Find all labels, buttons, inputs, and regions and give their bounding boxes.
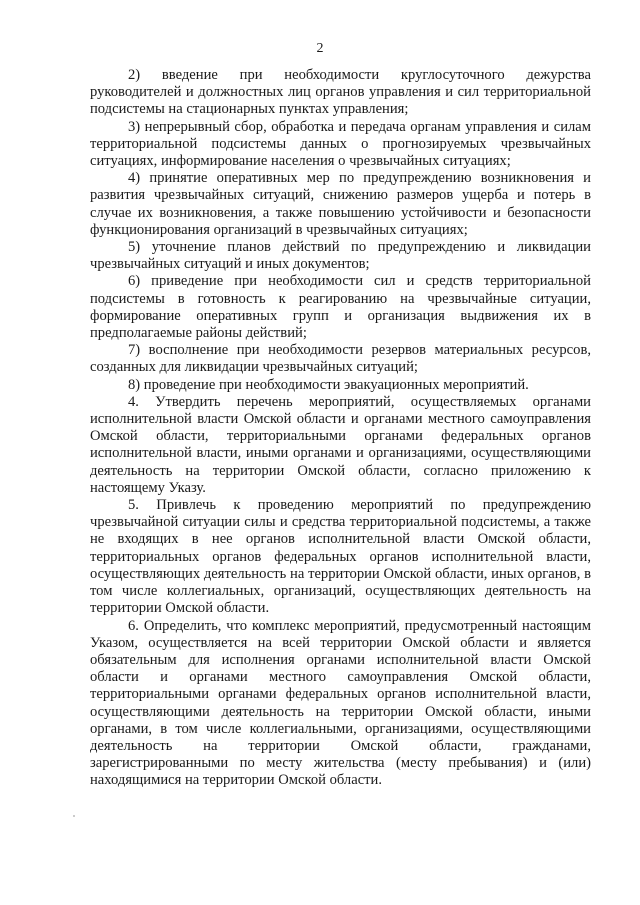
clause-5: 5. Привлечь к проведению мероприятий по предупреждению чрезвычайной ситуации силы и средства территориальной подсистемы, а также не входящих в нее органов исполнительной власти Омской области, территориальных органов федеральных органов исполнительной власти, осуществляющих деятельность на территории Омской области, иных органов, в том числе коллегиальных, организаций, осуществляющих деятельность на территории Омской области. [90,497,591,617]
paragraph-item-7: 7) восполнение при необходимости резервов материальных ресурсов, созданных для ликвидации чрезвычайных ситуаций; [90,342,591,376]
clause-4: 4. Утвердить перечень мероприятий, осуществляемых органами исполнительной власти Омской области и органами местного самоуправления Омской области, территориальными органами федеральных органов исполнительной власти, иными органами и организациями, осуществляющими деятельность на территории Омской области, согласно приложению к настоящему Указу. [90,393,591,496]
paragraph-item-2: 2) введение при необходимости круглосуточного дежурства руководителей и должностных лиц органов управления и сил территориальной подсистемы на стационарных пунктах управления; [90,67,591,118]
paragraph-item-4: 4) принятие оперативных мер по предупреждению возникновения и развития чрезвычайных ситуаций, снижению размеров ущерба и потерь в случае их возникновения, а также повышению устойчивости и безопасности функционирования организаций в чрезвычайных ситуациях; [90,170,591,238]
clause-6: 6. Определить, что комплекс мероприятий, предусмотренный настоящим Указом, осуществляется на всей территории Омской области и является обязательным для исполнения органами исполнительной власти Омской области и органами местного самоуправления Омской области, территориальными органами федеральных органов исполнительной власти, осуществляющими деятельность на территории Омской области, иными органами, в том числе коллегиальными, организациями, осуществляющими деятельность на территории Омской области, гражданами, зарегистрированными по месту жительства (месту пребывания) и (или) находящимися на территории Омской области. [90,617,591,789]
page-number: 2 [316,41,324,56]
document-body [90,67,591,790]
scan-speck [73,815,75,817]
paragraph-item-8: 8) проведение при необходимости эвакуационных мероприятий. [128,376,529,393]
paragraph-item-6: 6) приведение при необходимости сил и средств территориальной подсистемы в готовность к реагированию на чрезвычайные ситуации, формирование оперативных групп и организация выдвижения их в предполагаемые районы действий; [90,273,591,342]
paragraph-item-3: 3) непрерывный сбор, обработка и передача органам управления и силам территориальной подсистемы данных о прогнозируемых чрезвычайных ситуациях, информирование населения о чрезвычайных ситуациях; [90,118,591,170]
paragraph-item-5: 5) уточнение планов действий по предупреждению и ликвидации чрезвычайных ситуаций и иных документов; [90,239,591,273]
